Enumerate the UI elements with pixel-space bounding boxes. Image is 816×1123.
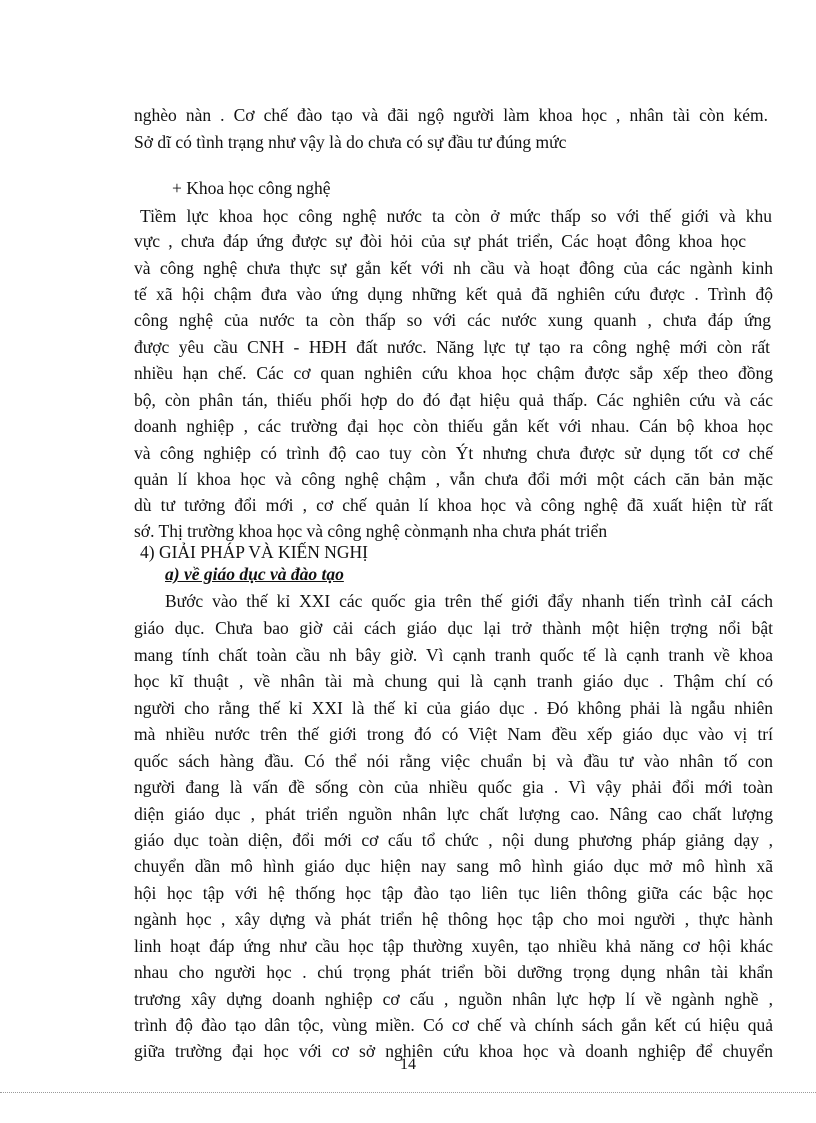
paragraph-line: công nghệ của nước ta còn thấp so với các nước xung quanh , chưa đáp ứng [134,310,771,330]
page-bottom-divider [0,1092,816,1093]
paragraph-line: nhau cho người học . chú trọng phát triển bồi dưỡng trọng dụng nhân tài khẩn [134,962,773,982]
paragraph-line: mà nhiều nước trên thế giới trong đó có Việt Nam đều xếp giáo dục vào vị trí [134,724,773,744]
paragraph-line: nhiều hạn chế. Các cơ quan nghiên cứu khoa học chậm được sắp xếp theo đồng [134,363,773,383]
paragraph-line: sớ. Thị trường khoa học và công nghệ cònmạnh nha chưa phát triển [134,521,608,541]
paragraph-line: linh hoạt đáp ứng như cầu học tập thường xuyên, tạo nhiều khả năng cơ hội khác [134,936,773,956]
paragraph-line: quốc sách hàng đầu. Có thể nói rằng việc chuẩn bị và đầu tư vào nhân tố con [134,751,773,771]
paragraph-line: trương xây dựng doanh nghiệp cơ cấu , nguồn nhân lực hợp lí về ngành nghề , [134,989,773,1009]
paragraph-line: vực , chưa đáp ứng được sự đòi hỏi của sự phát triển, Các hoạt đông khoa học [134,231,746,251]
paragraph-line: và công nghệ chưa thực sự gắn kết với nh cầu và hoạt đông của các ngành kinh [134,258,773,278]
paragraph-line: học kĩ thuật , về nhân tài mà chung qui là cạnh tranh giáo dục . Thậm chí có [134,671,773,691]
paragraph-line: người đang là vấn đề sống còn của nhiều quốc gia . Vì vậy phải đổi mới toàn [134,777,773,797]
paragraph-line: mang tính chất toàn cầu nh bây giờ. Vì cạnh tranh quốc tế là cạnh tranh về khoa [134,645,773,665]
paragraph-line: người cho rằng thế kỉ XXI là thế kỉ của giáo dục . Đó không phải là ngẫu nhiên [134,698,773,718]
paragraph-line: diện giáo dục , phát triển nguồn nhân lực chất lượng cao. Nâng cao chất lượng [134,804,773,824]
paragraph-line: hội học tập với hệ thống học tập đào tạo liên tục liên thông giữa các bậc học [134,883,773,903]
paragraph-line: quản lí khoa học và công nghệ chậm , vẫn chưa đổi mới một cách căn bản mặc [134,469,773,489]
paragraph-line: ngành học , xây dựng và phát triển hệ thông học tập cho moi người , thực hành [134,909,773,929]
paragraph-line: Sở dĩ có tình trạng như vậy là do chưa có sự đầu tư đúng mức [134,132,567,152]
paragraph-line: và công nghiệp có trình độ cao tuy còn Ýt nhưng chưa được sử dụng tốt cơ chế [134,443,773,463]
paragraph-line: nghèo nàn . Cơ chế đào tạo và đãi ngộ người làm khoa học , nhân tài còn kém. [134,105,768,125]
paragraph-line: giáo dục toàn diện, đổi mới cơ cấu tổ chức , nội dung phương pháp giảng dạy , [134,830,773,850]
paragraph-line: giáo dục. Chưa bao giờ cải cách giáo dục lại trở thành một hiện trợng nổi bật [134,618,773,638]
paragraph-line: giữa trường đại học với cơ sở nghiên cứu khoa học và doanh nghiệp để chuyển [134,1041,773,1061]
paragraph-line: trình độ đào tạo dân tộc, vùng miền. Có cơ chế và chính sách gắn kết cú hiệu quả [134,1015,773,1035]
paragraph-line: doanh nghiệp , các trường đại học còn thiếu gắn kết với nhau. Cán bộ khoa học [134,416,773,436]
paragraph-line: Bước vào thế kỉ XXI các quốc gia trên thế giới đẩy nhanh tiến trình cảI cách [165,591,773,611]
paragraph-line: chuyển dần mô hình giáo dục hiện nay sang mô hình giáo dục mở mô hình xã [134,856,773,876]
section-subheading: + Khoa học công nghệ [172,178,331,198]
paragraph-line: dù tư tưởng đổi mới , cơ chế quản lí khoa học và công nghệ đã xuất hiện từ rất [134,495,773,515]
paragraph-line: bộ, còn phân tán, thiếu phối hợp do đó đạt hiệu quả thấp. Các nghiên cứu và các [134,390,773,410]
paragraph-line: tế xã hội chậm đưa vào ứng dụng những kết quả đã nghiên cứu được . Trình độ [134,284,773,304]
section-heading: 4) GIẢI PHÁP VÀ KIẾN NGHỊ [140,542,368,562]
page-number: 14 [400,1056,416,1073]
subsection-heading: a) về giáo dục và đào tạo [165,564,344,584]
paragraph-line: được yêu cầu CNH - HĐH đất nước. Năng lực tự tạo ra công nghệ mới còn rất [134,337,770,357]
paragraph-line: Tiềm lực khoa học công nghệ nước ta còn ở mức thấp so với thế giới và khu [140,206,772,226]
